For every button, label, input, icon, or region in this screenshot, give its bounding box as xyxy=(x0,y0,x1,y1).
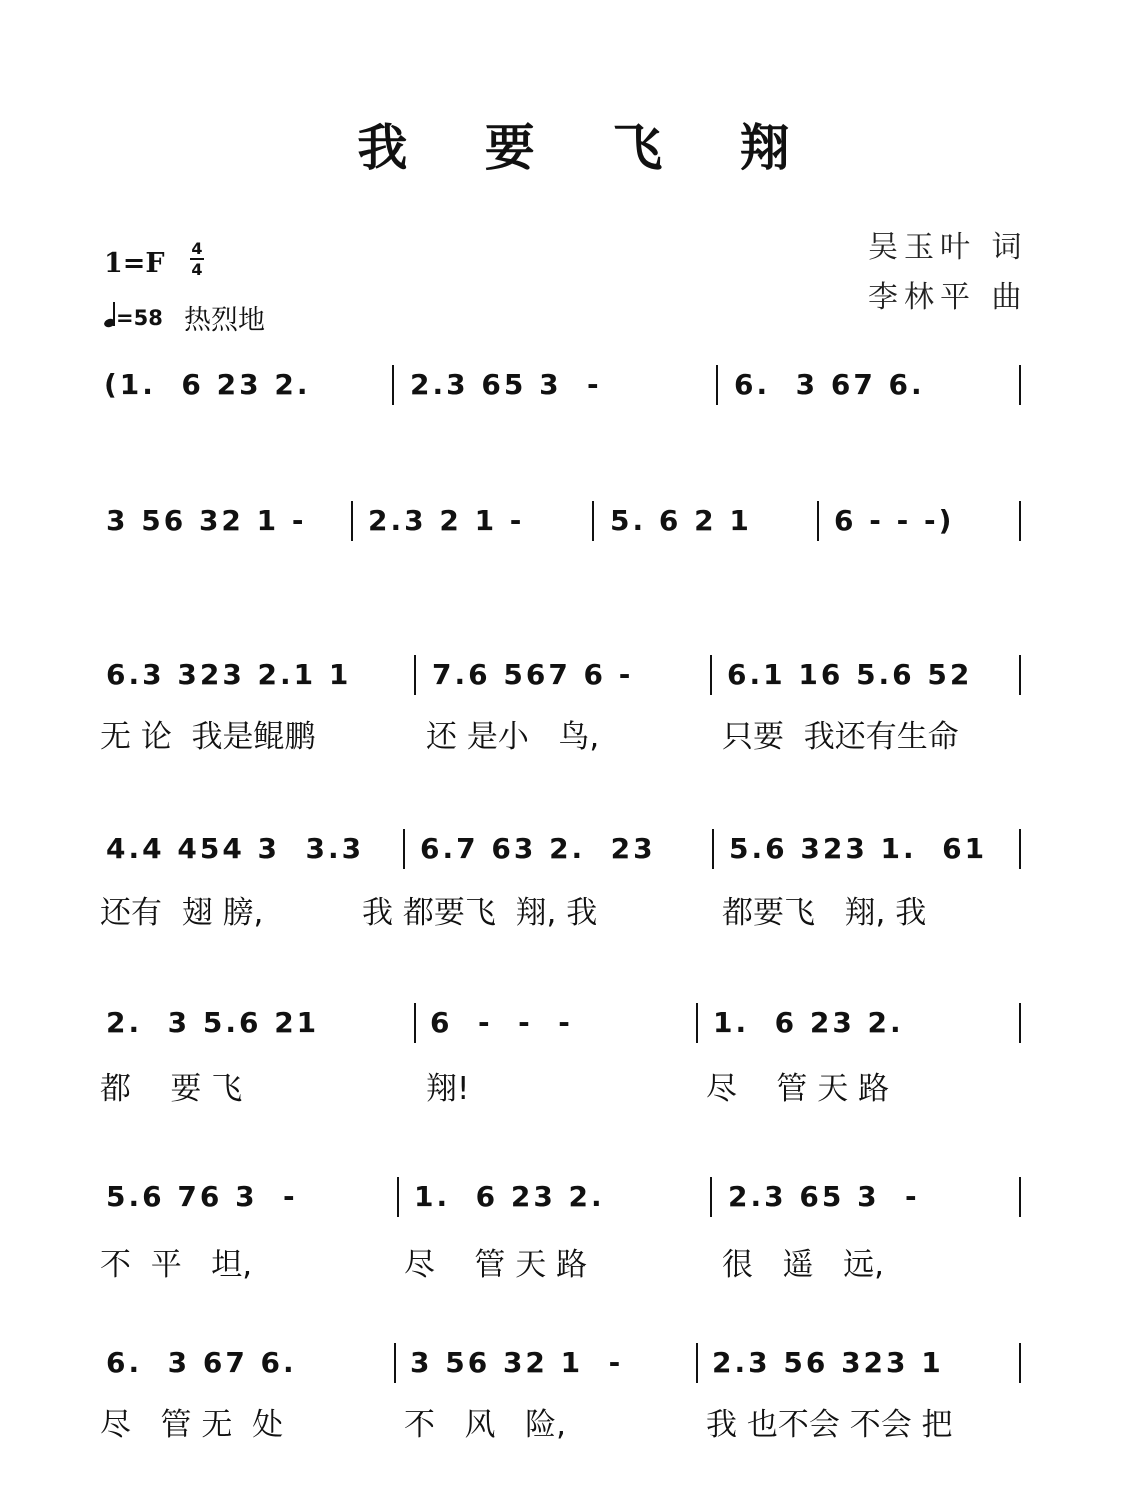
row5-measure3: 1. 6 23 2. xyxy=(713,1006,904,1039)
row7-lyric1: 尽 管 无 处 xyxy=(100,1407,284,1443)
barline xyxy=(592,501,594,541)
row3-lyric2: 还 是小 鸟, xyxy=(426,719,600,755)
row3-lyric1: 无 论 我是鲲鹏 xyxy=(100,719,316,755)
row2-measure3: 5. 6 2 1 xyxy=(610,504,752,537)
key-signature: 1=F xyxy=(104,248,165,279)
barline xyxy=(414,655,416,695)
song-title: 我 要 飞 翔 xyxy=(357,118,820,177)
barline xyxy=(710,655,712,695)
time-denominator: 4 xyxy=(191,260,203,279)
lyricist-credit: 吴玉叶 词 xyxy=(868,230,1028,265)
row7-measure1: 6. 3 67 6. xyxy=(106,1346,297,1379)
barline xyxy=(817,501,819,541)
row3-measure1: 6.3 323 2.1 1 xyxy=(106,658,352,691)
row6-lyric2: 尽 管 天 路 xyxy=(404,1247,588,1283)
barline xyxy=(1019,1177,1021,1217)
tempo-marking xyxy=(104,302,163,330)
row4-measure1: 4.4 454 3 3.3 xyxy=(106,832,365,865)
barline xyxy=(1019,1343,1021,1383)
row4-lyric2: 我 都要飞 翔, 我 xyxy=(362,895,598,931)
row3-lyric3: 只要 我还有生命 xyxy=(722,719,959,755)
row4-lyric3: 都要飞 翔, 我 xyxy=(722,895,927,931)
barline xyxy=(710,1177,712,1217)
row6-measure3: 2.3 65 3 - xyxy=(728,1180,920,1213)
row5-measure2: 6 - - - xyxy=(430,1006,573,1039)
row5-lyric2: 翔! xyxy=(426,1071,470,1107)
barline xyxy=(1019,365,1021,405)
barline xyxy=(712,829,714,869)
row6-measure1: 5.6 76 3 - xyxy=(106,1180,298,1213)
quarter-note-icon xyxy=(104,302,116,330)
barline xyxy=(414,1003,416,1043)
row5-lyric1: 都 要 飞 xyxy=(100,1071,243,1107)
time-signature xyxy=(190,240,204,278)
row6-lyric1: 不 平 坦, xyxy=(100,1247,253,1283)
row4-measure3: 5.6 323 1. 61 xyxy=(729,832,988,865)
row1-measure3: 6. 3 67 6. xyxy=(734,368,925,401)
row7-measure2: 3 56 32 1 - xyxy=(410,1346,624,1379)
row7-lyric3: 我 也不会 不会 把 xyxy=(706,1407,953,1443)
barline xyxy=(696,1343,698,1383)
barline xyxy=(1019,655,1021,695)
expression-marking: 热烈地 xyxy=(184,305,265,336)
row4-lyric1: 还有 翅 膀, xyxy=(100,895,264,931)
barline xyxy=(351,501,353,541)
row3-measure3: 6.1 16 5.6 52 xyxy=(727,658,973,691)
barline xyxy=(397,1177,399,1217)
row2-measure1: 3 56 32 1 - xyxy=(106,504,307,537)
row4-measure2: 6.7 63 2. 23 xyxy=(420,832,656,865)
barline xyxy=(1019,829,1021,869)
row1-measure2: 2.3 65 3 - xyxy=(410,368,602,401)
row6-lyric3: 很 遥 远, xyxy=(722,1247,884,1283)
row5-measure1: 2. 3 5.6 21 xyxy=(106,1006,320,1039)
row6-measure2: 1. 6 23 2. xyxy=(414,1180,605,1213)
row1-measure1: (1. 6 23 2. xyxy=(104,368,311,401)
time-numerator: 4 xyxy=(191,239,203,258)
row3-measure2: 7.6 567 6 - xyxy=(432,658,634,691)
row7-lyric2: 不 风 险, xyxy=(404,1407,566,1443)
barline xyxy=(1019,501,1021,541)
barline xyxy=(403,829,405,869)
barline xyxy=(696,1003,698,1043)
barline xyxy=(716,365,718,405)
row2-measure2: 2.3 2 1 - xyxy=(368,504,525,537)
barline xyxy=(394,1343,396,1383)
row7-measure3: 2.3 56 323 1 xyxy=(712,1346,944,1379)
barline xyxy=(392,365,394,405)
tempo-value: =58 xyxy=(116,306,163,330)
composer-credit: 李林平 曲 xyxy=(868,280,1028,315)
row5-lyric3: 尽 管 天 路 xyxy=(706,1071,890,1107)
row2-measure4: 6 - - -) xyxy=(834,504,955,537)
barline xyxy=(1019,1003,1021,1043)
